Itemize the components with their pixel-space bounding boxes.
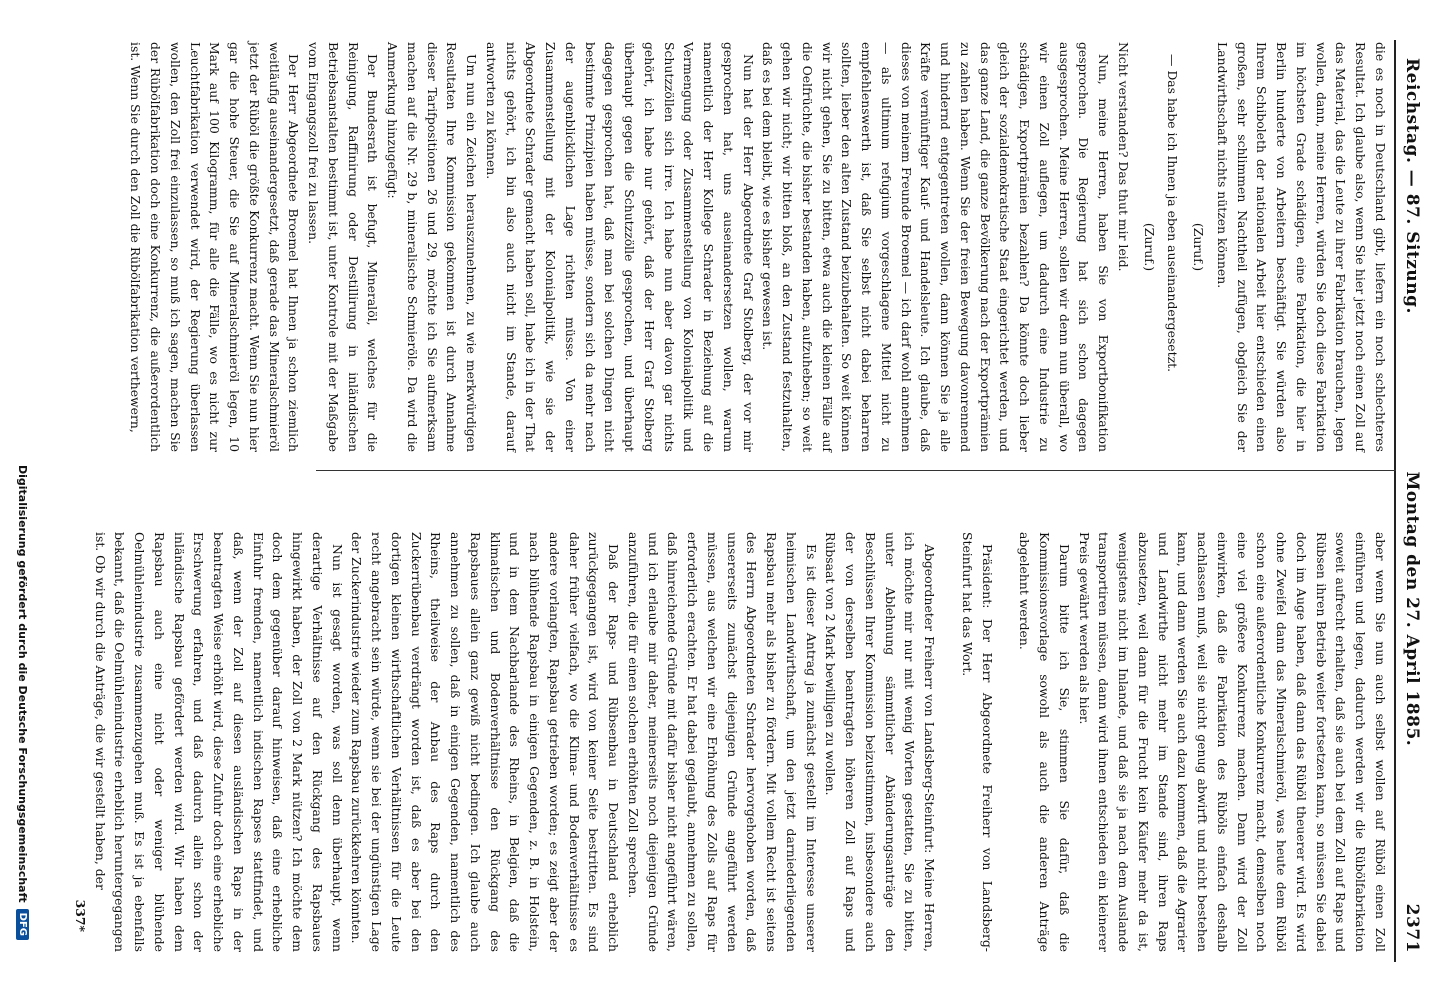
paragraph: Nicht verstanden? Das thut mir leid. xyxy=(1116,42,1131,272)
interjection: (Zuruf.) xyxy=(1141,222,1157,272)
right-column xyxy=(73,532,1390,952)
header-date: Montag den 27. April 1885. xyxy=(1402,471,1422,747)
page-reference: 337* xyxy=(73,899,88,932)
paragraph: Nun ist gesagt worden, was soll denn überhaupt, wenn derartige Verhältnisse auf den Rückgang des Rapsbaues hingewirkt haben, der Zoll von 2 Mark nützen? Ich möchte dem doch dem gegenüber darauf hinweisen, daß eine erhebliche Einfuhr fremden, namentlich indischen Rapses stattfindet, und daß, wenn der Zoll auf diesen ausländischen Raps in der beantragten Weise erhöht wird, diese Zufuhr doch eine erhebliche Erschwerung erfahren, und daß dadurch allein schon der inländische Rapsbau gefördert werden wird. Wir haben dem Rapsbau auch eine nicht oder weniger blühende Oelmühlenindustrie zusammenzugehen muß. Es ist ja ebenfalls bekannt, daß die Oelmühlenindustrie erheblich heruntergegangen ist. Ob wir durch die Anträge, die wir gestellt haben, der xyxy=(92,532,345,952)
header-rule xyxy=(1394,40,1396,962)
paragraph: Nun hat der Herr Abgeordnete Graf Stolberg, der vor mir gesprochen hat, uns auseinandersetzen wollen, warum namentlich der Herr Kollege Schrader in Beziehung auf die Vermengung oder Zusammenstellung von Kolonialpolitik und Schutzzöllen sich irre. Ich habe nun aber davon gar nichts gehört, ich habe nur gehört, daß der Herr Graf Stolberg überhaupt gegen die Schutzzölle gesprochen, und überhaupt dagegen gesprochen hat, daß man bei solchen Dingen nicht bestimmte Prinzipien haben müsse, sondern sich da mehr nach der augenblicklichen Lage richten müsse. Von einer Zusammenstellung mit der Kolonialpolitik, wie sie der Abgeordnete Schrader gemacht haben soll, habe ich in der That nichts gehört, ich bin also auch nicht im Stande, darauf antworten zu können. xyxy=(484,42,756,452)
credit-text: Digitalisierung gefördert durch die Deutsche Forschungsgemeinschaft xyxy=(16,464,30,903)
paragraph: Darum bitte ich Sie, stimmen Sie dafür, daß die Kommissionsvorlage sowohl als auch die anderen Anträge abgelehnt werden. xyxy=(1017,532,1072,952)
page-number: 2371 xyxy=(1402,903,1422,953)
left-column xyxy=(128,42,1390,452)
header-left: Reichstag. — 87. Sitzung. xyxy=(1402,58,1422,314)
interjection: (Zuruf.) xyxy=(1191,222,1207,272)
paragraph: die es noch in Deutschland gibt, liefern ein noch schlechteres Resultat. Ich glaube also, wenn Sie hier jetzt noch einen Zoll auf das Material, das die Leute zu ihrer Fabrikation brauchen, legen wollen, dann, meine Herren, würden Sie doch diese Fabrikation im höchsten Grade schädigen, eine Fabrikation, die hier in Berlin hunderte von Arbeitern beschäftigt. Sie würden also Ihrem Schiboleth der nationalen Arbeit hier entschieden einen großen, sehr schlimmen Nachtheil zufügen, obgleich Sie der Landwirthschaft nichts nützen können. xyxy=(1215,42,1388,452)
paragraph: Nun, meine Herren, haben Sie von Exportbonifikation gesprochen. Die Regierung hat sich schon dagegen ausgesprochen. Meine Herren, sollen wir denn nun überall, wo wir einen Zoll auflegen, um dadurch eine Industrie zu schädigen, Exportprämien bezahlen? Da könnte doch lieber gleich der sozialdemokratische Staat eingerichtet werden, und das ganze Land, die ganze Bevölkerung nach der Exportprämien zu zahlen haben. Wenn Sie der freien Bewegung davonrennend und hindernd entgegentreten wollen, dann können Sie ja alle Kräfte vernünftiger Kauf- und Handelsleute. Ich glaube, daß dieses von meinem Freunde Broemel — ich darf wohl annehmen — als ultimum refugium vorgeschlagene Mittel nicht zu empfehlenswerth ist, daß Sie selbst nicht dabei beharren sollten, lieber den alten Zustand beizubehalten. So weit können wir nicht gehen, Sie zu bitten, etwa auch die kleinen Fälle auf die Oelfrüchte, die bisher bestanden haben, aufzuheben; so weit gehen wir nicht; wir bitten bloß, an den Zustand festzuhalten, daß es bei dem bleibt, wie es bisher gewesen ist. xyxy=(760,42,1112,452)
paragraph: aber wenn Sie nun auch selbst wollen auf Rüböl einen Zoll einführen und legen, dadurch werden wir die Rübölfabrikation soweit aufrecht erhalten, daß sie auch bei dem Zoll auf Raps und Rübsen ihren Betrieb weiter fortsetzen kann, so müssen Sie dabei doch im Auge haben, daß dann das Rüböl theuerer wird. Es wird ohne Zweifel dann das Mineralschmieröl, was heute dem Rüböl schon eine außerordentliche Konkurrenz macht, demselben noch eine viel größere Konkurrenz machen. Dann wird der Zoll einwirken, daß die Fabrikation des Rüböls einfach deshalb nachlassen muß, weil sie nicht genug abwirft und nicht bestehen kann, und dann werden Sie auch dazu kommen, daß die Agrarier und Landwirthe nicht mehr im Stande sind, ihren Raps abzusetzen, weil dann für die Frucht kein Käufer mehr da ist, wenigstens nicht im Inlande, und daß sie ja nach dem Auslande transportiren müssen, dann wird ihnen entschieden ein kleinerer Preis gewährt werden als hier. xyxy=(1076,532,1388,952)
paragraph: Es ist dieser Antrag ja zunächst gestellt im Interesse unserer heimischen Landwirthschaft, um den jetzt darniederliegenden Rapsbau mehr als bisher zu fördern. Mit vollem Recht ist seitens des Herrn Abgeordneten Schrader hervorgehoben worden, daß unsererseits zunächst diejenigen Gründe angeführt werden müssen, aus welchen wir eine Erhöhung des Zolls auf Raps für erforderlich erachten. Er hat dabei geglaubt, annehmen zu sollen, daß hinreichende Gründe mit dafür bisher nicht angeführt wären, und ich erlaube mir daher, meinerseits noch diejenigen Gründe anzuführen, die für einen solchen erhöhten Zoll sprechen. xyxy=(626,532,819,952)
speaker-paragraph: Abgeordneter Freiherr von Landsberg-Steinfurt: Meine Herren, ich möchte mir nur mit wenig Worten gestatten, Sie zu bitten, unter Ablehnung sämmtlicher Abänderungsanträge den Beschlüssen Ihrer Kommission beizustimmen, insbesondere auch der von derselben beantragten höheren Zoll auf Raps und Rübsaat von 2 Mark bewilligen zu wollen. xyxy=(823,532,938,952)
president-line: Präsident: Der Herr Abgeordnete Freiherr von Landsberg-Steinfurt hat das Wort. xyxy=(960,532,995,952)
page-header xyxy=(1402,58,1432,953)
paragraph: Um nun ein Zeichen herauszunehmen, zu wie merkwürdigen Resultaten Ihre Kommission gekommen ist durch Annahme dieser Tarifpositionen 26 und 29, möchte ich Sie aufmerksam machen auf die Nr. 29 b, mineralische Schmieröle. Da wird die Anmerkung hinzugefügt: xyxy=(385,42,480,452)
paragraph: Der Herr Abgeordnete Broemel hat Ihnen ja schon ziemlich weitläufig auseinandergesetzt, daß gerade das Mineralschmieröl jetzt der Rüböl die größte Konkurrenz macht. Wenn Sie nun hier gar die hohe Steuer, die Sie auf Mineralschmieröl legen, 10 Mark auf 100 Kilogramm, für alle die Fälle, wo es nicht zur Leuchtfabrikation verwendet wird, der Regierung überlassen wollen, den Zoll frei einzulassen, so muß ich sagen, machen Sie der Rübölfabrikation doch eine Konkurrenz, die außerordentlich ist. Wenn Sie durch den Zoll die Rübölfabrikation verthewern, xyxy=(128,42,302,452)
dfg-logo: DFG xyxy=(17,909,30,940)
quoted-annotation: Der Bundesrath ist befugt, Mineralöl, welches für die Reinigung, Raffinirung oder Destillirung in inländischen Betriebsanstalten bestimmt ist, unter Kontrole mit der Maßgabe vom Eingangszoll frei zu lassen. xyxy=(306,42,381,452)
column-divider xyxy=(316,470,1396,471)
digitization-credit xyxy=(12,70,34,940)
paragraph: — Das habe ich Ihnen ja eben auseinandergesetzt. xyxy=(1165,54,1181,373)
paragraph: Daß der Raps- und Rübsenbau in Deutschland erheblich zurückgegangen ist, wird von keiner Seite bestritten. Es sind daher früher vielfach, wo die Klima- und Bodenverhältnisse es andere vorlangten, Rapsbau getrieben worden; es zeigt aber der nach blühende Rapsbau in einigen Gegenden, z. B. in Holstein, und in dem Nachbarlande des Rheins, in Belgien, daß die klimatischen und Bodenverhältnisse den Rückgang des Rapsbaues allein ganz gewiß nicht bedingen. Ich glaube auch annehmen zu sollen, daß in einigen Gegenden, namentlich des Rheins, theilweise der Anbau des Raps durch den Zuckerrübenbau verdrängt worden ist, daß es aber bei den dortigen kleinen wirthschaftlichen Verhältnissen für die Leute recht angebracht sein würde, wenn sie bei der ungünstigen Lage der Zuckerindustrie wieder zum Rapsbau zurückkehren könnten. xyxy=(349,532,622,952)
